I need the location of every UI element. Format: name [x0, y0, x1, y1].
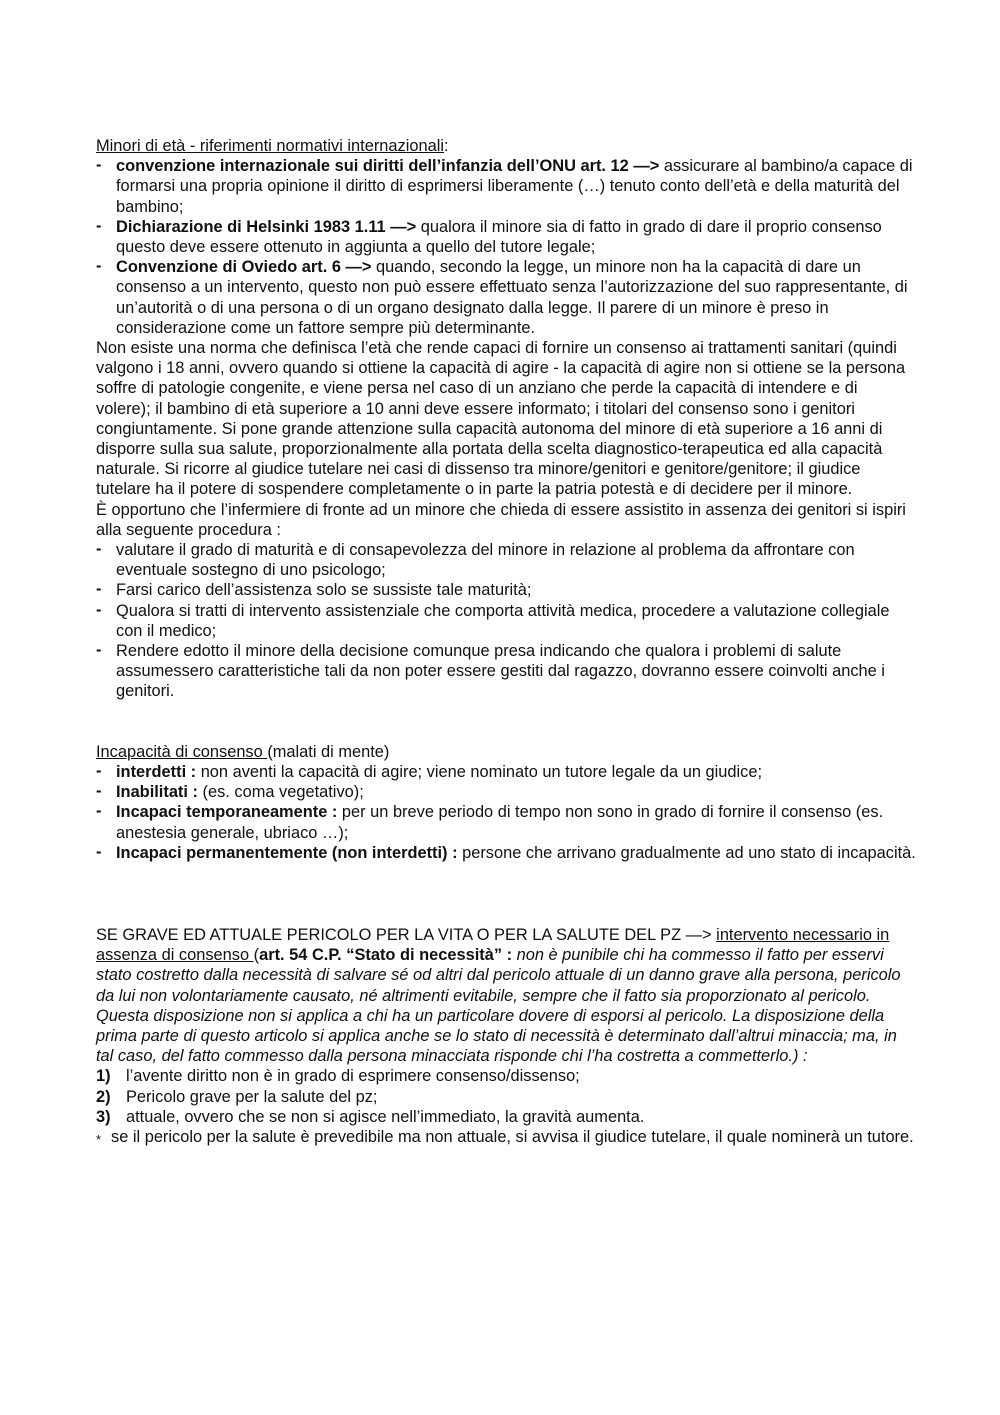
procedure-text: Farsi carico dell’assistenza solo se sussiste tale maturità; [116, 581, 532, 600]
list-item-permanenti [96, 843, 916, 863]
paragraph-infermiere: È opportuno che l’infermiere di fronte ad un minore che chieda di essere assistito in assenza dei genitori si ispiri alla seguente procedura : [96, 500, 906, 539]
numbered-item [96, 1087, 916, 1107]
article-text: non è punibile chi ha commesso il fatto per esservi stato costretto dalla necessità di salvare sé od altri dal pericolo attuale di un danno grave alla persona, pericolo da lui non volontariamente causato, né altrimenti evitabile, sempre che il fatto sia proporzionato al pericolo. Questa disposizione non si applica a chi ha un particolare dovere di esporsi al pericolo. La disposizione della prima parte di questo articolo si applica anche se lo stato di necessità è determinato dall’altrui minaccia; ma, in tal caso, del fatto commesso dalla persona minacciata risponde chi l’ha costretta a commetterlo.) : [96, 946, 901, 1066]
item-bold: Inabilitati : [116, 783, 198, 802]
item-number: 3) [96, 1107, 111, 1126]
item-bold: Incapaci temporaneamente : [116, 803, 338, 822]
item-bold: Convenzione di Oviedo art. 6 —> [116, 258, 372, 277]
item-bold: Dichiarazione di Helsinki 1983 1.11 —> [116, 217, 417, 236]
dash-bullet: - [96, 580, 102, 599]
paragraph-eta-consenso: Non esiste una norma che definisca l’età che rende capaci di fornire un consenso ai trattamenti sanitari (quindi valgono i 18 anni, ovvero quando si ottiene la capacità di agire - la capacità di agire non si ottiene se la persona soffre di patologie congenite, e viene persa nel caso di un anziano che perde la capacità di intendere e di volere); il bambino di età superiore a 10 anni deve essere informato; i titolari del consenso sono i genitori congiuntamente. Si pone grande attenzione sulla capacità autonoma del minore di età superiore a 16 anni di disporre sulla sua salute, proporzionalmente alla portata della scelta diagnostico-terapeutica ed alla capacità naturale. Si ricorre al giudice tutelare nei casi di dissenso tra minore/genitori e genitore/genitore; il giudice tutelare ha il potere di sospendere completamente o in parte la patria potestà e di decidere per il minore. [96, 339, 906, 499]
section-minori-heading [96, 136, 916, 156]
open-paren: ( [253, 946, 260, 965]
paragraph-stato-necessita [96, 925, 916, 1066]
asterisk-marker: * [96, 1131, 102, 1147]
procedure-text: Qualora si tratti di intervento assistenziale che comporta attività medica, procedere a valutazione collegiale con il medico; [116, 601, 890, 640]
dash-bullet: - [96, 600, 102, 619]
numbered-text: l’avente diritto non è in grado di esprimere consenso/dissenso; [126, 1067, 580, 1086]
item-bold: convenzione internazionale sui diritti dell’infanzia dell’ONU art. 12 —> [116, 157, 660, 176]
procedure-item [96, 641, 916, 702]
list-item-inabilitati [96, 782, 916, 802]
dash-bullet: - [96, 257, 102, 276]
heading-minori: Minori di età - riferimenti normativi internazionali [96, 137, 444, 155]
section-incapacita-heading [96, 742, 916, 762]
article-title: art. 54 C.P. “Stato di necessità” : [259, 946, 513, 965]
document-page [96, 136, 916, 1147]
dash-bullet: - [96, 156, 102, 175]
list-item-temporanei [96, 802, 916, 842]
item-text: assicurare al bambino/a capace di formarsi una propria opinione il diritto di esprimersi liberamente (…) tenuto conto dell’età e della maturità del bambino; [116, 157, 913, 216]
item-text: per un breve periodo di tempo non sono in grado di fornire il consenso (es. anestesia generale, ubriaco …); [116, 803, 884, 842]
procedure-text: Rendere edotto il minore della decisione comunque presa indicando che qualora i problemi di salute assumessero caratteristiche tali da non poter essere gestiti dal ragazzo, dovranno essere coinvolti anche i genitori. [116, 642, 885, 701]
pericolo-underlined: intervento necessario in assenza di consenso [96, 925, 890, 965]
procedure-text: valutare il grado di maturità e di consapevolezza del minore in relazione al problema da affrontare con eventuale sostegno di uno psicologo; [116, 541, 855, 580]
item-text: persone che arrivano gradualmente ad uno stato di incapacità. [457, 843, 916, 862]
dash-bullet: - [96, 216, 102, 235]
numbered-item [96, 1066, 916, 1086]
dash-bullet: - [96, 641, 102, 660]
spacer [96, 702, 916, 742]
item-number: 2) [96, 1087, 111, 1106]
dash-bullet: - [96, 842, 102, 861]
procedure-item [96, 540, 916, 580]
heading-note: (malati di mente) [267, 742, 390, 761]
item-text: qualora il minore sia di fatto in grado di dare il proprio consenso questo deve essere ottenuto in aggiunta a quello del tutore legale; [116, 217, 882, 257]
heading-incapacita: Incapacità di consenso [96, 742, 268, 761]
item-number: 1) [96, 1067, 111, 1086]
heading-colon: : [443, 137, 449, 155]
list-item-helsinki [96, 217, 916, 257]
dash-bullet: - [96, 540, 102, 559]
list-item-interdetti [96, 762, 916, 782]
list-item-oviedo [96, 257, 916, 338]
spacer [96, 863, 916, 925]
pericolo-intro: SE GRAVE ED ATTUALE PERICOLO PER LA VITA O PER LA SALUTE DEL PZ —> [96, 925, 717, 944]
item-bold: interdetti : [116, 762, 197, 781]
procedure-item [96, 580, 916, 600]
item-text: non aventi la capacità di agire; viene nominato un tutore legale da un giudice; [196, 762, 763, 781]
dash-bullet: - [96, 802, 102, 821]
list-item-onu [96, 156, 916, 217]
note-text: se il pericolo per la salute è prevedibile ma non attuale, si avvisa il giudice tutelare, il quale nominerà un tutore. [111, 1127, 914, 1146]
numbered-text: attuale, ovvero che se non si agisce nell’immediato, la gravità aumenta. [126, 1107, 645, 1126]
dash-bullet: - [96, 761, 102, 780]
numbered-item [96, 1107, 916, 1127]
numbered-text: Pericolo grave per la salute del pz; [126, 1087, 378, 1106]
note-item [96, 1127, 916, 1147]
item-bold: Incapaci permanentemente (non interdetti) : [116, 843, 458, 862]
procedure-item [96, 601, 916, 641]
dash-bullet: - [96, 782, 102, 801]
item-text: (es. coma vegetativo); [197, 783, 364, 802]
item-text: quando, secondo la legge, un minore non ha la capacità di dare un consenso a un intervento, questo non può essere effettuato senza l’autorizzazione del suo rappresentante, di un’autorità o di una persona o di un organo designato dalla legge. Il parere di un minore è preso in considerazione come un fattore sempre più determinante. [116, 258, 908, 337]
